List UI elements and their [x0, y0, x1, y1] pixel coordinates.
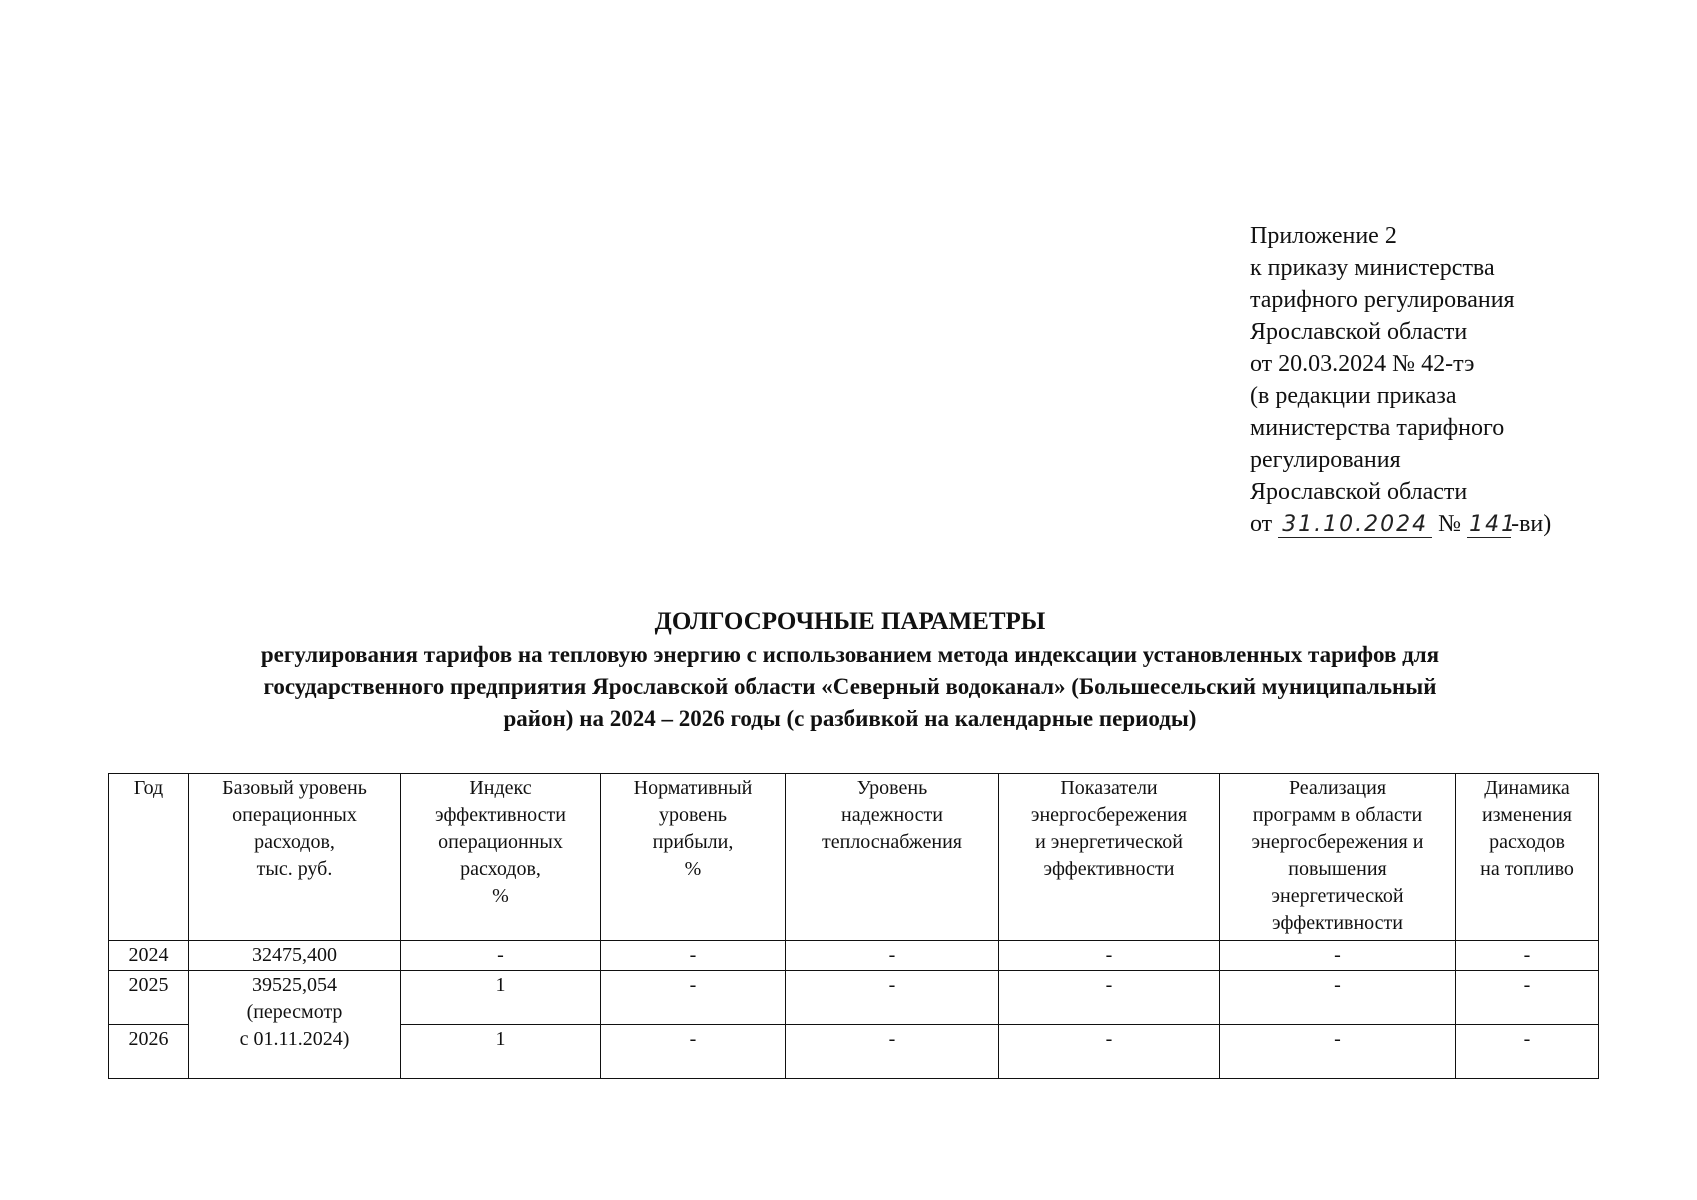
- header-line: энергосбережения и: [1251, 831, 1424, 853]
- header-line: Динамика: [1484, 777, 1570, 799]
- cell-programs: -: [1220, 941, 1456, 971]
- cell-index: 1: [401, 1025, 601, 1079]
- annex-line: регулирования: [1250, 447, 1401, 473]
- annex-line: Приложение 2: [1250, 223, 1397, 249]
- header-profit-level: [601, 774, 786, 941]
- annex-header: [1250, 220, 1670, 540]
- header-line: прибыли,: [652, 831, 734, 853]
- header-line: Показатели: [1060, 777, 1158, 799]
- cell-index: -: [401, 941, 601, 971]
- cell-base-revised: [189, 971, 401, 1079]
- cell-profit: -: [601, 1025, 786, 1079]
- cell-energy-indicators: -: [999, 1025, 1220, 1079]
- header-line: на топливо: [1480, 858, 1574, 880]
- cell-index: 1: [401, 971, 601, 1025]
- header-programs: [1220, 774, 1456, 941]
- cell-reliability: -: [786, 1025, 999, 1079]
- annex-line: (в редакции приказа: [1250, 383, 1457, 409]
- annex-line: от 20.03.2024 № 42-тэ: [1250, 351, 1475, 377]
- header-year: [109, 774, 189, 941]
- header-line: Год: [133, 777, 164, 799]
- header-line: энергосбережения: [1030, 804, 1188, 826]
- cell-programs: -: [1220, 971, 1456, 1025]
- title-main: ДОЛГОСРОЧНЫЕ ПАРАМЕТРЫ: [654, 608, 1046, 635]
- cell-fuel: -: [1456, 971, 1599, 1025]
- header-line: теплоснабжения: [822, 831, 962, 853]
- header-line: Реализация: [1288, 777, 1387, 799]
- header-line: Индекс: [469, 777, 532, 799]
- header-line: Нормативный: [633, 777, 753, 799]
- base-note: (пересмотр: [246, 1001, 343, 1023]
- header-line: и энергетической: [1035, 831, 1183, 853]
- annex-last-line: [1250, 508, 1670, 540]
- annex-prefix: от: [1250, 511, 1273, 537]
- header-line: уровень: [658, 804, 728, 826]
- header-line: операционных: [438, 831, 563, 853]
- header-line: энергетической: [1271, 885, 1404, 907]
- header-line: программ в области: [1252, 804, 1423, 826]
- cell-energy-indicators: -: [999, 941, 1220, 971]
- header-line: изменения: [1481, 804, 1573, 826]
- header-energy-indicators: [999, 774, 1220, 941]
- handwritten-number: 141: [1469, 512, 1518, 537]
- cell-programs: -: [1220, 1025, 1456, 1079]
- annex-line: к приказу министерства: [1250, 255, 1495, 281]
- title-sub-line: регулирования тарифов на тепловую энергию с использованием метода индексации установленных тарифов для: [260, 642, 1440, 667]
- header-fuel-dynamics: [1456, 774, 1599, 941]
- document-title: [100, 605, 1600, 735]
- cell-year: 2026: [109, 1025, 189, 1079]
- handwritten-date: 31.10.2024: [1278, 513, 1432, 538]
- parameters-table: [108, 773, 1599, 1079]
- cell-reliability: -: [786, 941, 999, 971]
- header-line: эффективности: [1043, 858, 1175, 880]
- cell-year: 2024: [109, 941, 189, 971]
- header-line: расходов: [1489, 831, 1565, 853]
- header-line: Базовый уровень: [222, 777, 367, 799]
- header-line: расходов,: [460, 858, 541, 880]
- cell-base: 32475,400: [189, 941, 401, 971]
- header-line: надежности: [841, 804, 943, 826]
- cell-profit: -: [601, 971, 786, 1025]
- header-line: повышения: [1288, 858, 1387, 880]
- header-efficiency-index: [401, 774, 601, 941]
- cell-energy-indicators: -: [999, 971, 1220, 1025]
- base-note: с 01.11.2024): [239, 1028, 350, 1050]
- header-line: Уровень: [856, 777, 928, 799]
- table-row: [109, 941, 1599, 971]
- header-line: операционных: [232, 804, 357, 826]
- header-line: расходов,: [254, 831, 335, 853]
- base-value: 39525,054: [252, 974, 337, 996]
- annex-line: Ярославской области: [1250, 479, 1468, 505]
- cell-profit: -: [601, 941, 786, 971]
- number-sign: №: [1438, 511, 1462, 537]
- title-sub-line: государственного предприятия Ярославской области «Северный водоканал» (Большесельский муниципальный: [263, 674, 1437, 699]
- header-line: тыс. руб.: [256, 858, 333, 880]
- header-row: [109, 774, 1599, 941]
- cell-fuel: -: [1456, 1025, 1599, 1079]
- header-line: %: [684, 858, 702, 880]
- annex-line: Ярославской области: [1250, 319, 1468, 345]
- title-sub-line: район) на 2024 – 2026 годы (с разбивкой на календарные периоды): [503, 706, 1197, 731]
- annex-suffix: -ви): [1511, 511, 1552, 537]
- header-line: эффективности: [1271, 912, 1403, 934]
- cell-fuel: -: [1456, 941, 1599, 971]
- cell-reliability: -: [786, 971, 999, 1025]
- annex-line: министерства тарифного: [1250, 415, 1505, 441]
- cell-year: 2025: [109, 971, 189, 1025]
- header-base-level: [189, 774, 401, 941]
- header-line: эффективности: [434, 804, 566, 826]
- annex-line: тарифного регулирования: [1250, 287, 1515, 313]
- header-line: %: [492, 885, 509, 907]
- header-reliability: [786, 774, 999, 941]
